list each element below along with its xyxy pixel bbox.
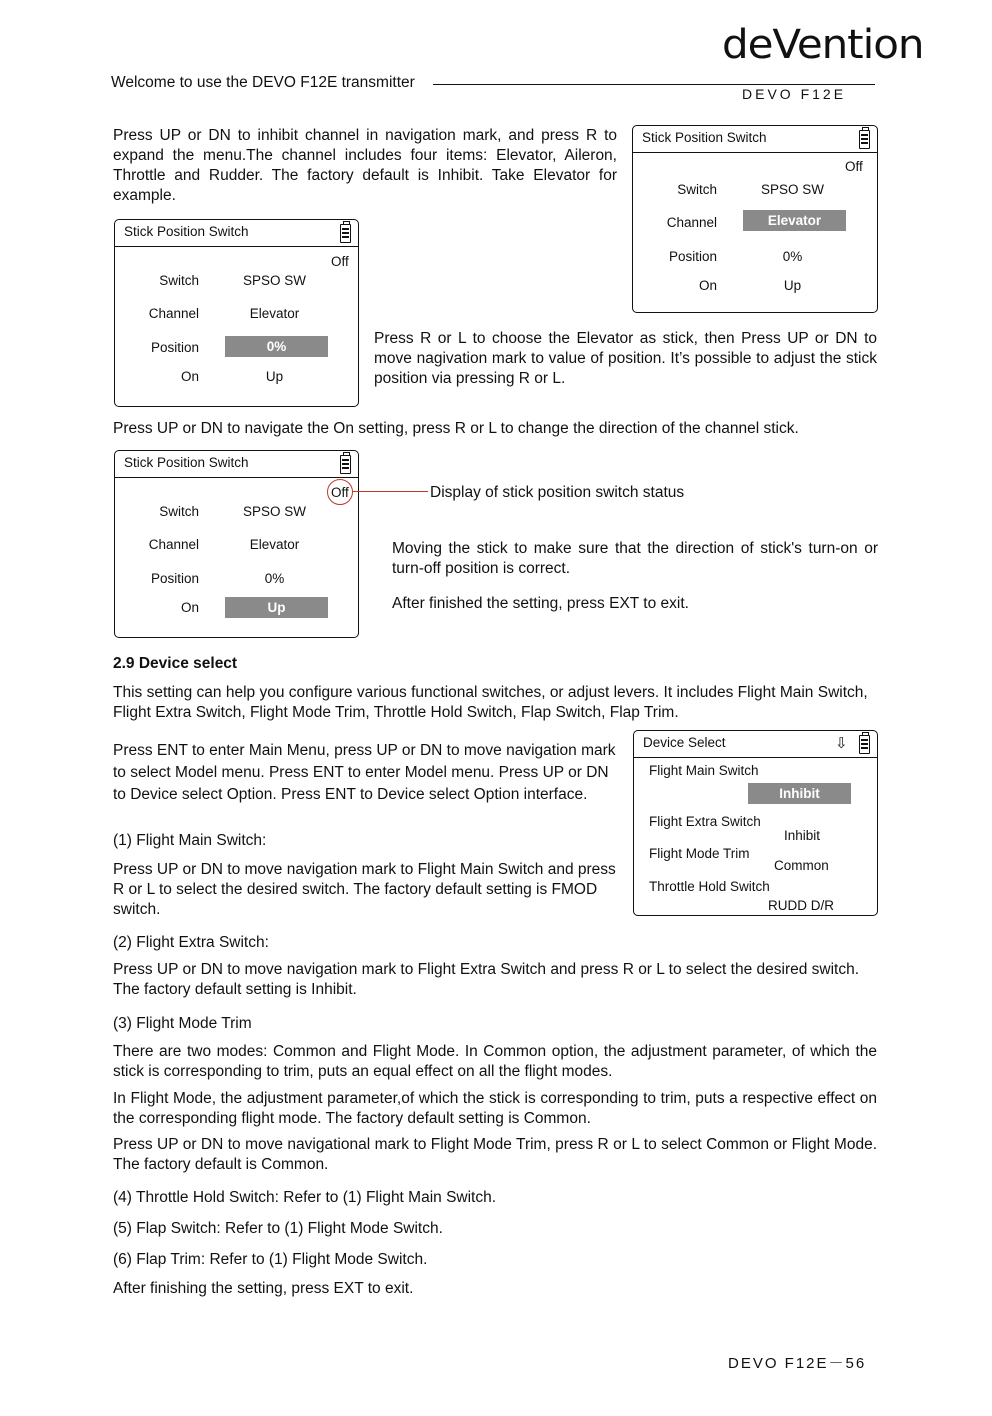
- section-heading: 2.9 Device select: [113, 655, 238, 672]
- lcd-title: Stick Position Switch: [642, 130, 767, 145]
- callout-text: Display of stick position switch status: [430, 484, 685, 501]
- device-label-flight-main: Flight Main Switch: [649, 763, 759, 778]
- item2-text: Press UP or DN to move navigation mark to Flight Extra Switch and press R or L to select the desired switch. The factory default setting is Inhibit.: [113, 961, 860, 998]
- lcd-screen-on: [114, 450, 359, 638]
- device-value-throttle-hold: RUDD D/R: [768, 898, 834, 913]
- brand-logo: deVention: [722, 22, 924, 68]
- lcd-value-position: 0%: [264, 571, 285, 586]
- lcd-label-channel: Channel: [148, 306, 199, 321]
- battery-icon: [340, 224, 351, 243]
- lcd-screen-channel: [632, 125, 878, 313]
- lcd-screen-device-select: [633, 730, 878, 916]
- item5-text: (5) Flap Switch: Refer to (1) Flight Mode Switch.: [113, 1220, 443, 1237]
- lcd-value-on-selected: Up: [225, 597, 328, 618]
- lcd-value-on: Up: [783, 278, 802, 293]
- lcd-label-switch: Switch: [159, 504, 199, 519]
- header-welcome: Welcome to use the DEVO F12E transmitter: [111, 74, 415, 91]
- lcd-value-position: 0%: [782, 249, 803, 264]
- lcd-title: Stick Position Switch: [124, 224, 249, 239]
- item1-text: Press UP or DN to move navigation mark to Flight Main Switch and press R or L to select the desired switch. The factory default setting is FMOD switch.: [113, 861, 616, 918]
- callout-line: [352, 491, 428, 492]
- item4-text: (4) Throttle Hold Switch: Refer to (1) Flight Main Switch.: [113, 1189, 497, 1206]
- lcd-value-channel: Elevator: [249, 306, 300, 321]
- status-highlight-circle: [327, 479, 353, 505]
- item2-title: (2) Flight Extra Switch:: [113, 934, 269, 951]
- lcd-value-position-selected: 0%: [225, 336, 328, 357]
- lcd-status: Off: [331, 485, 349, 500]
- device-label-throttle-hold: Throttle Hold Switch: [649, 879, 770, 894]
- battery-icon: [859, 735, 870, 754]
- brand-logo-subtitle: DEVO F12E: [742, 86, 847, 102]
- lcd-title-divider: [634, 757, 877, 758]
- lcd-value-switch: SPSO SW: [760, 182, 824, 197]
- lcd-status: Off: [845, 159, 863, 174]
- paragraph-choose-elevator: Press R or L to choose the Elevator as stick, then Press UP or DN to move nagivation mark to value of position. It’s possible to adjust the stick position via pressing R or L.: [374, 330, 877, 387]
- lcd-value-switch: SPSO SW: [242, 273, 306, 288]
- section-intro: This setting can help you configure various functional switches, or adjust levers. It includes Flight Main Switch, Flight Extra Switch, Flight Mode Trim, Throttle Hold Switch, Flap Switch, Flap Trim.: [113, 684, 868, 721]
- device-value-flight-extra: Inhibit: [784, 828, 821, 843]
- device-label-flight-mode-trim: Flight Mode Trim: [649, 846, 750, 861]
- lcd-title: Device Select: [643, 735, 726, 750]
- lcd-label-position: Position: [150, 571, 199, 586]
- header-rule: [433, 84, 875, 85]
- device-label-flight-extra: Flight Extra Switch: [649, 814, 761, 829]
- lcd-label-on: On: [698, 278, 717, 293]
- lcd-value-channel-selected: Elevator: [743, 210, 846, 231]
- item3-text-navigate: Press UP or DN to move navigational mark to Flight Mode Trim, press R or L to select Common or Flight Mode. The factory default is Common.: [113, 1136, 877, 1173]
- lcd-label-channel: Channel: [666, 215, 717, 230]
- paragraph-moving-stick: Moving the stick to make sure that the direction of stick's turn-on or turn-off position is correct.: [392, 540, 878, 577]
- lcd-title-divider: [115, 477, 358, 478]
- lcd-title-divider: [115, 246, 358, 247]
- lcd-screen-position: [114, 219, 359, 407]
- item3-text-common: There are two modes: Common and Flight Mode. In Common option, the adjustment parameter, of which the stick is corresponding to trim, puts an equal effect on all the flight modes.: [113, 1043, 877, 1080]
- down-arrow-icon: ⇩: [835, 735, 848, 752]
- paragraph-exit-1: After finished the setting, press EXT to exit.: [392, 595, 689, 612]
- lcd-value-switch: SPSO SW: [242, 504, 306, 519]
- lcd-label-channel: Channel: [148, 537, 199, 552]
- lcd-title: Stick Position Switch: [124, 455, 249, 470]
- paragraph-navigate-on: Press UP or DN to navigate the On setting, press R or L to change the direction of the channel stick.: [113, 420, 799, 437]
- lcd-value-on: Up: [265, 369, 284, 384]
- item3-text-flight-mode: In Flight Mode, the adjustment parameter,of which the stick is corresponding to trim, puts a respective effect on the corresponding flight mode. The factory default setting is Common.: [113, 1090, 877, 1127]
- device-value-flight-mode-trim: Common: [774, 858, 829, 873]
- item3-title: (3) Flight Mode Trim: [113, 1015, 252, 1032]
- page-number: DEVO F12E－56: [728, 1355, 867, 1372]
- lcd-label-switch: Switch: [159, 273, 199, 288]
- item1-title: (1) Flight Main Switch:: [113, 832, 267, 849]
- lcd-label-on: On: [180, 600, 199, 615]
- lcd-label-position: Position: [150, 340, 199, 355]
- battery-icon: [340, 455, 351, 474]
- item6-text: (6) Flap Trim: Refer to (1) Flight Mode Switch.: [113, 1251, 428, 1268]
- battery-icon: [859, 130, 870, 149]
- paragraph-inhibit-channel: Press UP or DN to inhibit channel in navigation mark, and press R to expand the menu.The channel includes four items: Elevator, Aileron, Throttle and Rudder. The factory default is Inhibit. Take Elevator for example.: [113, 127, 617, 204]
- exit-text: After finishing the setting, press EXT to exit.: [113, 1280, 414, 1297]
- lcd-label-position: Position: [668, 249, 717, 264]
- paragraph-enter-menu: Press ENT to enter Main Menu, press UP or DN to move navigation mark to select Model menu. Press ENT to enter Model menu. Press UP or DN to Device select Option. Press ENT to Device select Option interface.: [113, 742, 616, 803]
- lcd-title-divider: [633, 152, 877, 153]
- device-value-flight-main-selected: Inhibit: [748, 783, 851, 804]
- lcd-status: Off: [331, 254, 349, 269]
- lcd-value-channel: Elevator: [249, 537, 300, 552]
- lcd-label-switch: Switch: [677, 182, 717, 197]
- lcd-label-on: On: [180, 369, 199, 384]
